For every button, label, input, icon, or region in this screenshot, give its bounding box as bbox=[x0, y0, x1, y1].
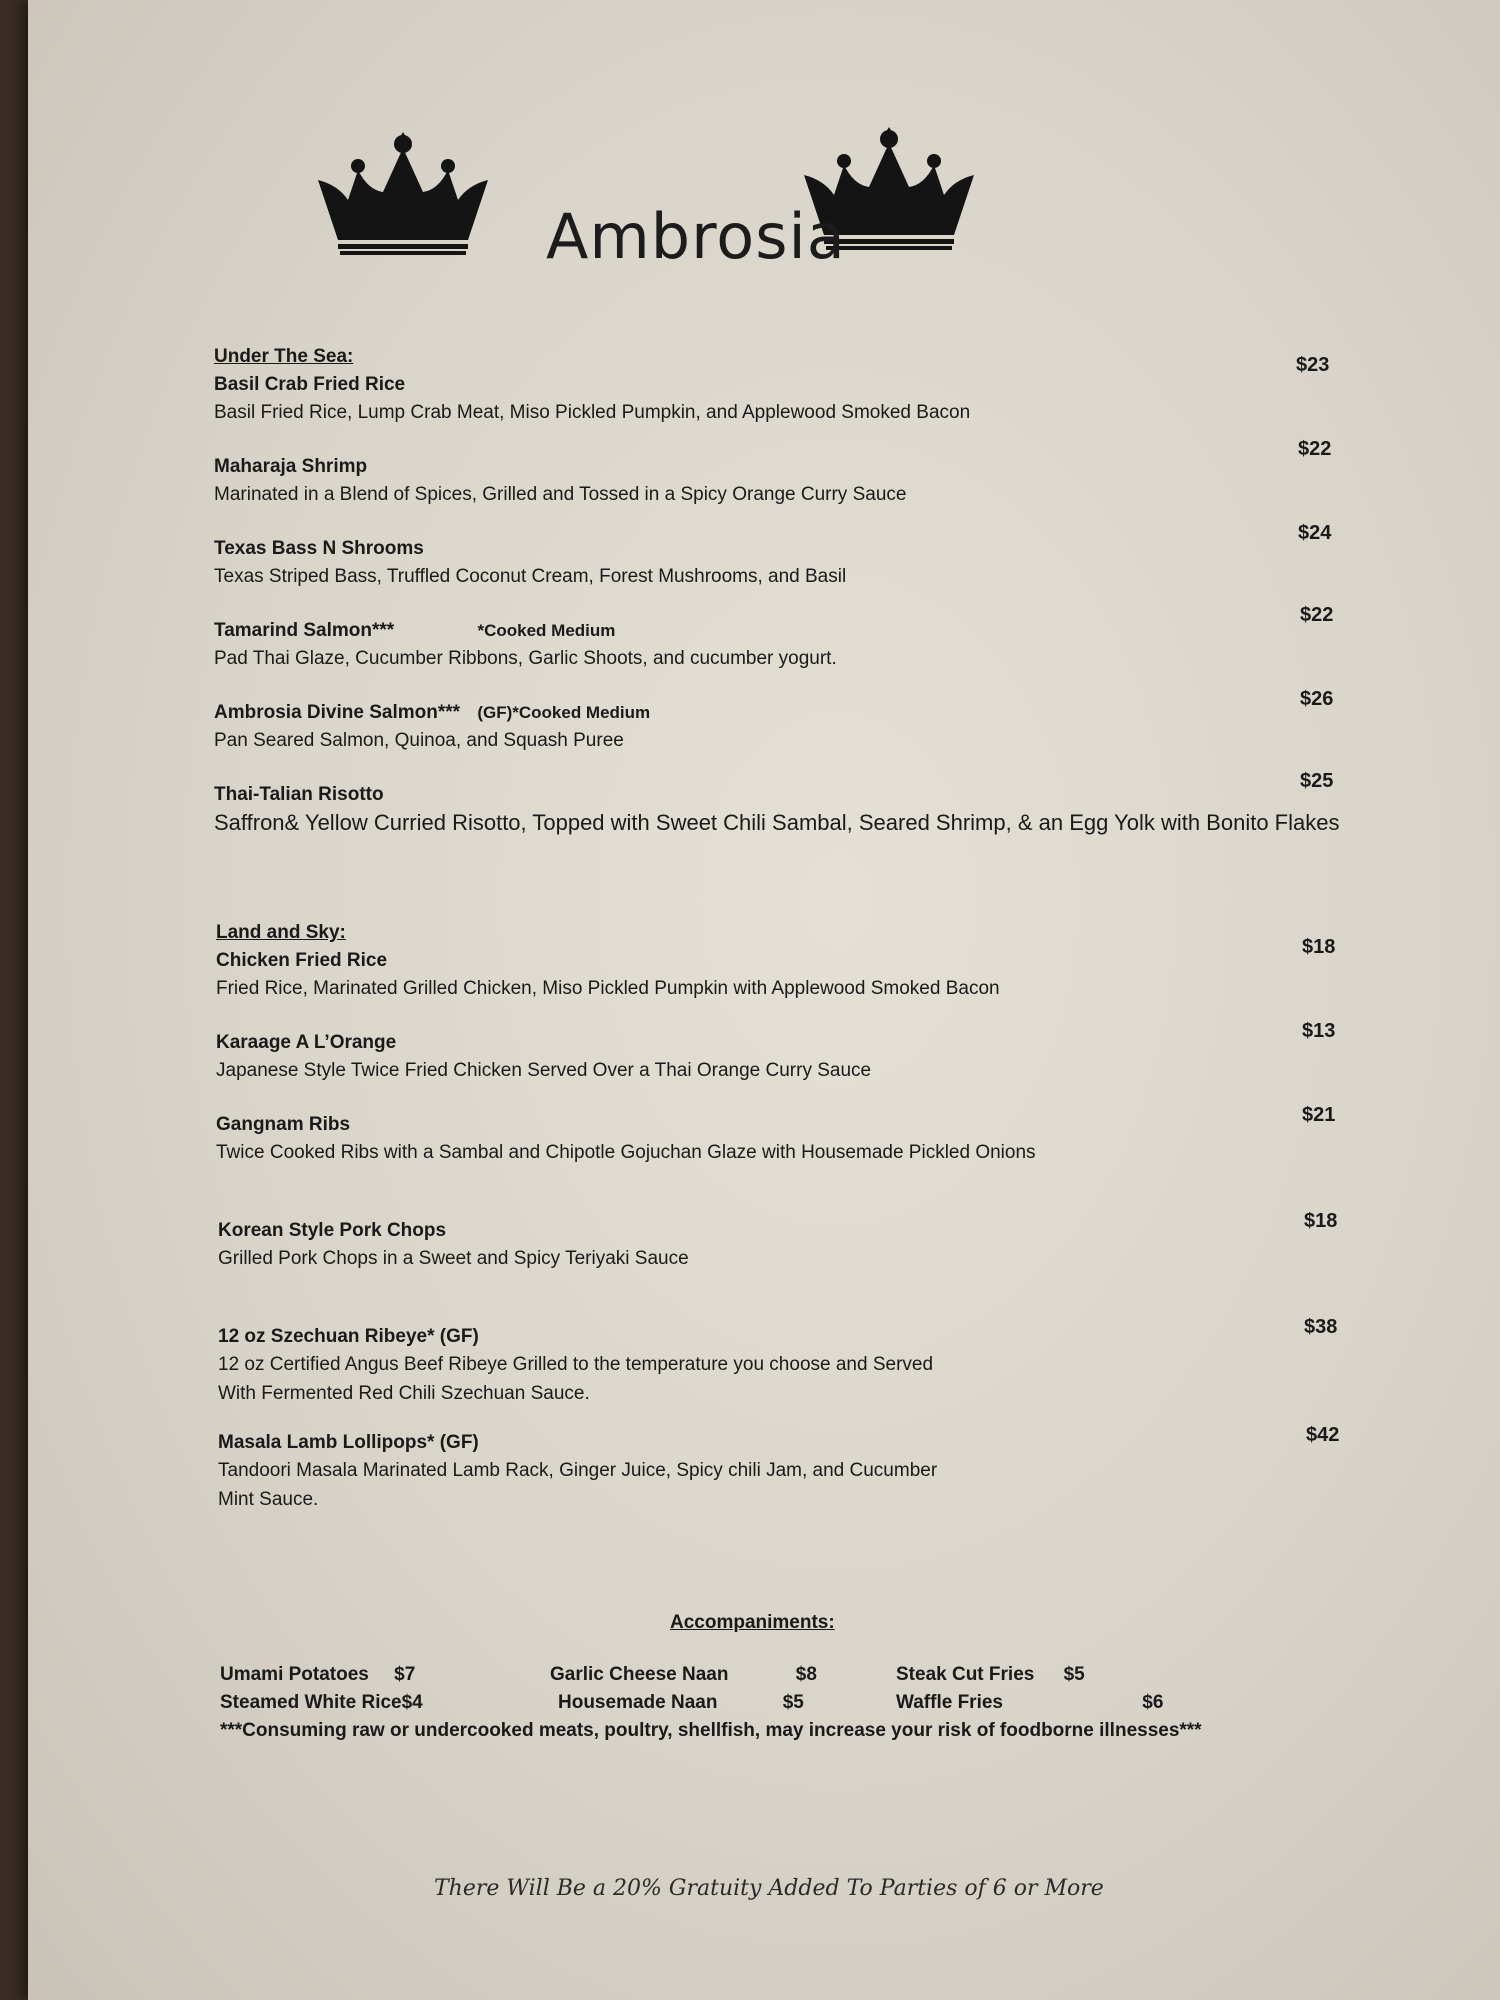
item-price: $26 bbox=[1300, 688, 1334, 710]
item-name: Maharaja Shrimp bbox=[214, 456, 368, 477]
restaurant-title: Ambrosia bbox=[546, 200, 846, 273]
item-description: 12 oz Certified Angus Beef Ribeye Grilled to the temperature you choose and Served bbox=[218, 1354, 934, 1375]
item-price: $25 bbox=[1300, 770, 1334, 792]
item-note: *Cooked Medium bbox=[477, 621, 616, 640]
section-title-under-the-sea: Under The Sea: bbox=[214, 346, 354, 367]
item-price: $24 bbox=[1298, 522, 1332, 544]
item-name bbox=[214, 618, 837, 644]
item-price: $21 bbox=[1302, 1104, 1336, 1126]
item-price: $13 bbox=[1302, 1020, 1336, 1042]
menu-item bbox=[216, 1030, 871, 1085]
item-price: $22 bbox=[1300, 604, 1334, 626]
side-price: $4 bbox=[401, 1692, 423, 1713]
item-price: $38 bbox=[1304, 1316, 1338, 1338]
menu-item bbox=[216, 948, 1000, 1003]
item-description: Tandoori Masala Marinated Lamb Rack, Ginger Juice, Spicy chili Jam, and Cucumber bbox=[218, 1460, 938, 1481]
menu-item bbox=[214, 700, 650, 755]
item-description: Basil Fried Rice, Lump Crab Meat, Miso Pickled Pumpkin, and Applewood Smoked Bacon bbox=[214, 402, 971, 423]
item-name: Korean Style Pork Chops bbox=[218, 1220, 447, 1241]
item-description: Mint Sauce. bbox=[218, 1489, 319, 1510]
menu-page bbox=[28, 0, 1500, 2000]
item-description: Fried Rice, Marinated Grilled Chicken, Miso Pickled Pumpkin with Applewood Smoked Bacon bbox=[216, 978, 1000, 999]
side-name: Steamed White Rice bbox=[220, 1692, 402, 1713]
side-item bbox=[896, 1692, 1163, 1714]
item-description: Grilled Pork Chops in a Sweet and Spicy Teriyaki Sauce bbox=[218, 1248, 689, 1269]
menu-item bbox=[214, 618, 837, 673]
item-price: $18 bbox=[1302, 936, 1336, 958]
side-name: Housemade Naan bbox=[558, 1692, 718, 1713]
item-name: Basil Crab Fried Rice bbox=[214, 374, 406, 395]
side-price: $7 bbox=[394, 1664, 416, 1685]
item-description: With Fermented Red Chili Szechuan Sauce. bbox=[218, 1383, 590, 1404]
side-item bbox=[896, 1664, 1085, 1686]
item-name: Thai-Talian Risotto bbox=[214, 784, 384, 805]
item-name-text: Tamarind Salmon*** bbox=[214, 620, 395, 641]
item-description: Pan Seared Salmon, Quinoa, and Squash Puree bbox=[214, 730, 624, 751]
item-name: 12 oz Szechuan Ribeye* (GF) bbox=[218, 1326, 479, 1347]
side-name: Steak Cut Fries bbox=[896, 1664, 1035, 1685]
menu-item bbox=[216, 1112, 1036, 1167]
crown-icon bbox=[308, 130, 498, 260]
item-description: Japanese Style Twice Fried Chicken Served Over a Thai Orange Curry Sauce bbox=[216, 1060, 872, 1081]
item-name: Masala Lamb Lollipops* (GF) bbox=[218, 1432, 479, 1453]
menu-item bbox=[218, 1430, 937, 1514]
menu-item bbox=[214, 782, 1339, 837]
item-name bbox=[214, 700, 650, 726]
item-name: Gangnam Ribs bbox=[216, 1114, 351, 1135]
side-item bbox=[220, 1692, 423, 1714]
side-item bbox=[558, 1692, 804, 1714]
accompaniments-title: Accompaniments: bbox=[670, 1612, 835, 1633]
side-price: $5 bbox=[1063, 1664, 1085, 1685]
side-item bbox=[220, 1664, 415, 1686]
menu-item bbox=[214, 536, 846, 591]
side-price: $8 bbox=[795, 1664, 817, 1685]
item-description: Pad Thai Glaze, Cucumber Ribbons, Garlic Shoots, and cucumber yogurt. bbox=[214, 648, 837, 669]
side-name: Garlic Cheese Naan bbox=[550, 1664, 729, 1685]
item-price: $23 bbox=[1296, 354, 1330, 376]
item-name: Texas Bass N Shrooms bbox=[214, 538, 424, 559]
food-safety-disclaimer: ***Consuming raw or undercooked meats, poultry, shellfish, may increase your risk of foodborne illnesses*** bbox=[220, 1720, 1202, 1741]
side-price: $5 bbox=[782, 1692, 804, 1713]
item-price: $22 bbox=[1298, 438, 1332, 460]
section-title-land-and-sky: Land and Sky: bbox=[216, 922, 346, 943]
menu-item bbox=[214, 372, 970, 427]
side-name: Umami Potatoes bbox=[220, 1664, 369, 1685]
item-description: Saffron& Yellow Curried Risotto, Topped with Sweet Chili Sambal, Seared Shrimp, & an Egg Yolk with Bonito Flakes bbox=[214, 810, 1340, 835]
item-name: Chicken Fried Rice bbox=[216, 950, 388, 971]
menu-item bbox=[218, 1218, 689, 1273]
menu-item bbox=[214, 454, 906, 509]
side-price: $6 bbox=[1142, 1692, 1164, 1713]
gratuity-note: There Will Be a 20% Gratuity Added To Parties of 6 or More bbox=[434, 1876, 1104, 1901]
item-note: (GF)*Cooked Medium bbox=[477, 703, 651, 722]
item-name-text: Ambrosia Divine Salmon*** bbox=[214, 702, 461, 723]
item-name: Karaage A L’Orange bbox=[216, 1032, 397, 1053]
menu-item bbox=[218, 1324, 933, 1408]
item-price: $42 bbox=[1306, 1424, 1340, 1446]
item-description: Marinated in a Blend of Spices, Grilled and Tossed in a Spicy Orange Curry Sauce bbox=[214, 484, 907, 505]
item-description: Twice Cooked Ribs with a Sambal and Chipotle Gojuchan Glaze with Housemade Pickled Onions bbox=[216, 1142, 1036, 1163]
item-price: $18 bbox=[1304, 1210, 1338, 1232]
side-item bbox=[550, 1664, 817, 1686]
side-name: Waffle Fries bbox=[896, 1692, 1003, 1713]
item-description: Texas Striped Bass, Truffled Coconut Cream, Forest Mushrooms, and Basil bbox=[214, 566, 847, 587]
